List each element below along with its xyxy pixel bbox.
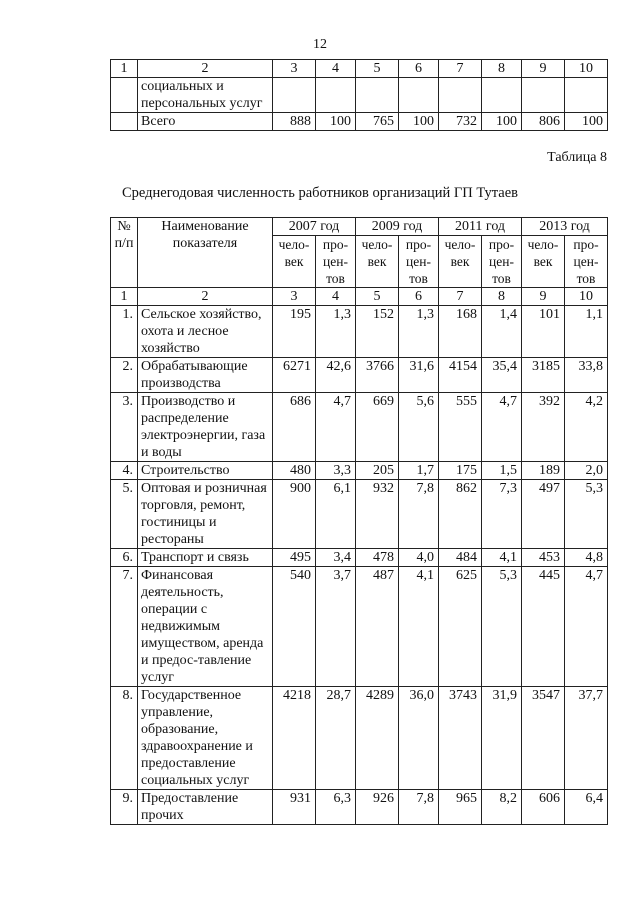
table-row (111, 462, 608, 480)
column-number-cell: 1 (111, 60, 138, 78)
value-cell: 445 (522, 567, 565, 687)
column-number-cell: 2 (138, 60, 273, 78)
value-cell: 487 (356, 567, 399, 687)
row-label-cell: Финансовая деятельность, операции с недвижимым имуществом, аренда и предос-тавление услуг (138, 567, 273, 687)
value-cell: 1,3 (399, 306, 439, 358)
table-row (111, 306, 608, 358)
table-row (111, 790, 608, 825)
value-cell (439, 78, 482, 113)
column-number-cell: 3 (273, 60, 316, 78)
value-cell: 1,3 (316, 306, 356, 358)
table-row (111, 567, 608, 687)
value-cell: 100 (399, 113, 439, 131)
header-year: 2009 год (356, 218, 439, 236)
value-cell: 189 (522, 462, 565, 480)
header-year: 2011 год (439, 218, 522, 236)
value-cell: 495 (273, 549, 316, 567)
value-cell: 4289 (356, 687, 399, 790)
value-cell: 1,5 (482, 462, 522, 480)
value-cell: 100 (482, 113, 522, 131)
value-cell (399, 78, 439, 113)
value-cell (482, 78, 522, 113)
value-cell: 732 (439, 113, 482, 131)
value-cell (522, 78, 565, 113)
employment-table (110, 217, 608, 825)
value-cell: 965 (439, 790, 482, 825)
column-number-cell: 7 (439, 60, 482, 78)
value-cell: 765 (356, 113, 399, 131)
value-cell: 3547 (522, 687, 565, 790)
value-cell: 5,3 (565, 480, 608, 549)
value-cell: 6,3 (316, 790, 356, 825)
value-cell: 4,7 (482, 393, 522, 462)
table-title: Среднегодовая численность работников организаций ГП Тутаев (121, 185, 519, 201)
value-cell: 4,2 (565, 393, 608, 462)
value-cell: 4,1 (399, 567, 439, 687)
value-cell: 6,1 (316, 480, 356, 549)
column-number-cell: 6 (399, 288, 439, 306)
value-cell: 5,3 (482, 567, 522, 687)
header-year: 2007 год (273, 218, 356, 236)
column-number-cell: 2 (138, 288, 273, 306)
column-number-cell: 8 (482, 288, 522, 306)
column-number-cell: 9 (522, 288, 565, 306)
row-number-cell: 2. (111, 358, 138, 393)
header-indicator-name: Наименование показателя (138, 218, 273, 288)
column-number-cell: 10 (565, 60, 608, 78)
value-cell: 932 (356, 480, 399, 549)
row-number-cell: 9. (111, 790, 138, 825)
value-cell: 392 (522, 393, 565, 462)
table-row (111, 113, 608, 131)
row-label-cell: социальных и персональных услуг (138, 78, 273, 113)
value-cell (565, 78, 608, 113)
value-cell: 4,8 (565, 549, 608, 567)
row-label-cell: Оптовая и розничная торговля, ремонт, гостиницы и рестораны (138, 480, 273, 549)
value-cell: 35,4 (482, 358, 522, 393)
value-cell: 1,4 (482, 306, 522, 358)
row-label-cell: Обрабатывающие производства (138, 358, 273, 393)
page-number: 12 (313, 37, 327, 52)
value-cell: 900 (273, 480, 316, 549)
value-cell: 175 (439, 462, 482, 480)
value-cell: 3,4 (316, 549, 356, 567)
header-percent: про-цен-тов (399, 236, 439, 288)
column-number-cell: 5 (356, 60, 399, 78)
value-cell: 28,7 (316, 687, 356, 790)
value-cell: 31,9 (482, 687, 522, 790)
column-number-cell: 4 (316, 288, 356, 306)
value-cell: 862 (439, 480, 482, 549)
value-cell: 555 (439, 393, 482, 462)
value-cell: 33,8 (565, 358, 608, 393)
value-cell (316, 78, 356, 113)
value-cell: 7,8 (399, 790, 439, 825)
value-cell: 1,7 (399, 462, 439, 480)
column-number-cell: 6 (399, 60, 439, 78)
row-label-cell: Производство и распределение электроэнергии, газа и воды (138, 393, 273, 462)
row-number-cell: 6. (111, 549, 138, 567)
table-row (111, 358, 608, 393)
value-cell: 888 (273, 113, 316, 131)
table-row (111, 687, 608, 790)
value-cell: 484 (439, 549, 482, 567)
header-people: чело-век (273, 236, 316, 288)
value-cell: 3766 (356, 358, 399, 393)
column-number-cell: 4 (316, 60, 356, 78)
value-cell: 453 (522, 549, 565, 567)
header-percent: про-цен-тов (565, 236, 608, 288)
value-cell (111, 113, 138, 131)
value-cell: 205 (356, 462, 399, 480)
value-cell: 540 (273, 567, 316, 687)
value-cell: 3743 (439, 687, 482, 790)
header-percent: про-цен-тов (316, 236, 356, 288)
value-cell: 3,3 (316, 462, 356, 480)
value-cell: 7,8 (399, 480, 439, 549)
value-cell: 42,6 (316, 358, 356, 393)
row-number-cell: 7. (111, 567, 138, 687)
header-number: № п/п (111, 218, 138, 288)
value-cell: 3185 (522, 358, 565, 393)
value-cell: 195 (273, 306, 316, 358)
value-cell: 8,2 (482, 790, 522, 825)
value-cell: 480 (273, 462, 316, 480)
row-number-cell: 1. (111, 306, 138, 358)
value-cell: 3,7 (316, 567, 356, 687)
row-label-cell: Предоставление прочих (138, 790, 273, 825)
value-cell: 4154 (439, 358, 482, 393)
row-number-cell: 8. (111, 687, 138, 790)
value-cell: 2,0 (565, 462, 608, 480)
value-cell (356, 78, 399, 113)
row-label-cell: Строительство (138, 462, 273, 480)
column-number-cell: 3 (273, 288, 316, 306)
header-people: чело-век (522, 236, 565, 288)
value-cell: 7,3 (482, 480, 522, 549)
column-number-cell: 10 (565, 288, 608, 306)
value-cell: 497 (522, 480, 565, 549)
value-cell: 31,6 (399, 358, 439, 393)
table-row (111, 78, 608, 113)
value-cell: 806 (522, 113, 565, 131)
column-number-cell: 7 (439, 288, 482, 306)
value-cell: 6271 (273, 358, 316, 393)
value-cell: 926 (356, 790, 399, 825)
column-number-cell: 8 (482, 60, 522, 78)
row-label-cell: Всего (138, 113, 273, 131)
header-row-years (111, 218, 608, 236)
value-cell: 625 (439, 567, 482, 687)
value-cell: 6,4 (565, 790, 608, 825)
value-cell: 37,7 (565, 687, 608, 790)
continued-table (110, 59, 608, 131)
value-cell: 100 (565, 113, 608, 131)
header-percent: про-цен-тов (482, 236, 522, 288)
header-people: чело-век (356, 236, 399, 288)
row-number-cell: 3. (111, 393, 138, 462)
value-cell: 152 (356, 306, 399, 358)
value-cell: 669 (356, 393, 399, 462)
value-cell: 168 (439, 306, 482, 358)
value-cell: 686 (273, 393, 316, 462)
table-row (111, 393, 608, 462)
value-cell (273, 78, 316, 113)
value-cell: 101 (522, 306, 565, 358)
value-cell: 478 (356, 549, 399, 567)
value-cell: 931 (273, 790, 316, 825)
column-number-row (111, 288, 608, 306)
header-people: чело-век (439, 236, 482, 288)
column-number-cell: 5 (356, 288, 399, 306)
row-label-cell: Государственное управление, образование, здравоохранение и предоставление социальных услуг (138, 687, 273, 790)
value-cell: 1,1 (565, 306, 608, 358)
row-label-cell: Сельское хозяйство, охота и лесное хозяйство (138, 306, 273, 358)
table-row (111, 549, 608, 567)
column-number-row (111, 60, 608, 78)
value-cell: 4,7 (565, 567, 608, 687)
value-cell: 4,1 (482, 549, 522, 567)
header-year: 2013 год (522, 218, 608, 236)
row-number-cell: 4. (111, 462, 138, 480)
value-cell: 606 (522, 790, 565, 825)
value-cell: 5,6 (399, 393, 439, 462)
table-label: Таблица 8 (547, 150, 607, 165)
value-cell (111, 78, 138, 113)
table-row (111, 480, 608, 549)
column-number-cell: 9 (522, 60, 565, 78)
row-number-cell: 5. (111, 480, 138, 549)
row-label-cell: Транспорт и связь (138, 549, 273, 567)
column-number-cell: 1 (111, 288, 138, 306)
value-cell: 4218 (273, 687, 316, 790)
value-cell: 4,7 (316, 393, 356, 462)
value-cell: 4,0 (399, 549, 439, 567)
value-cell: 100 (316, 113, 356, 131)
value-cell: 36,0 (399, 687, 439, 790)
